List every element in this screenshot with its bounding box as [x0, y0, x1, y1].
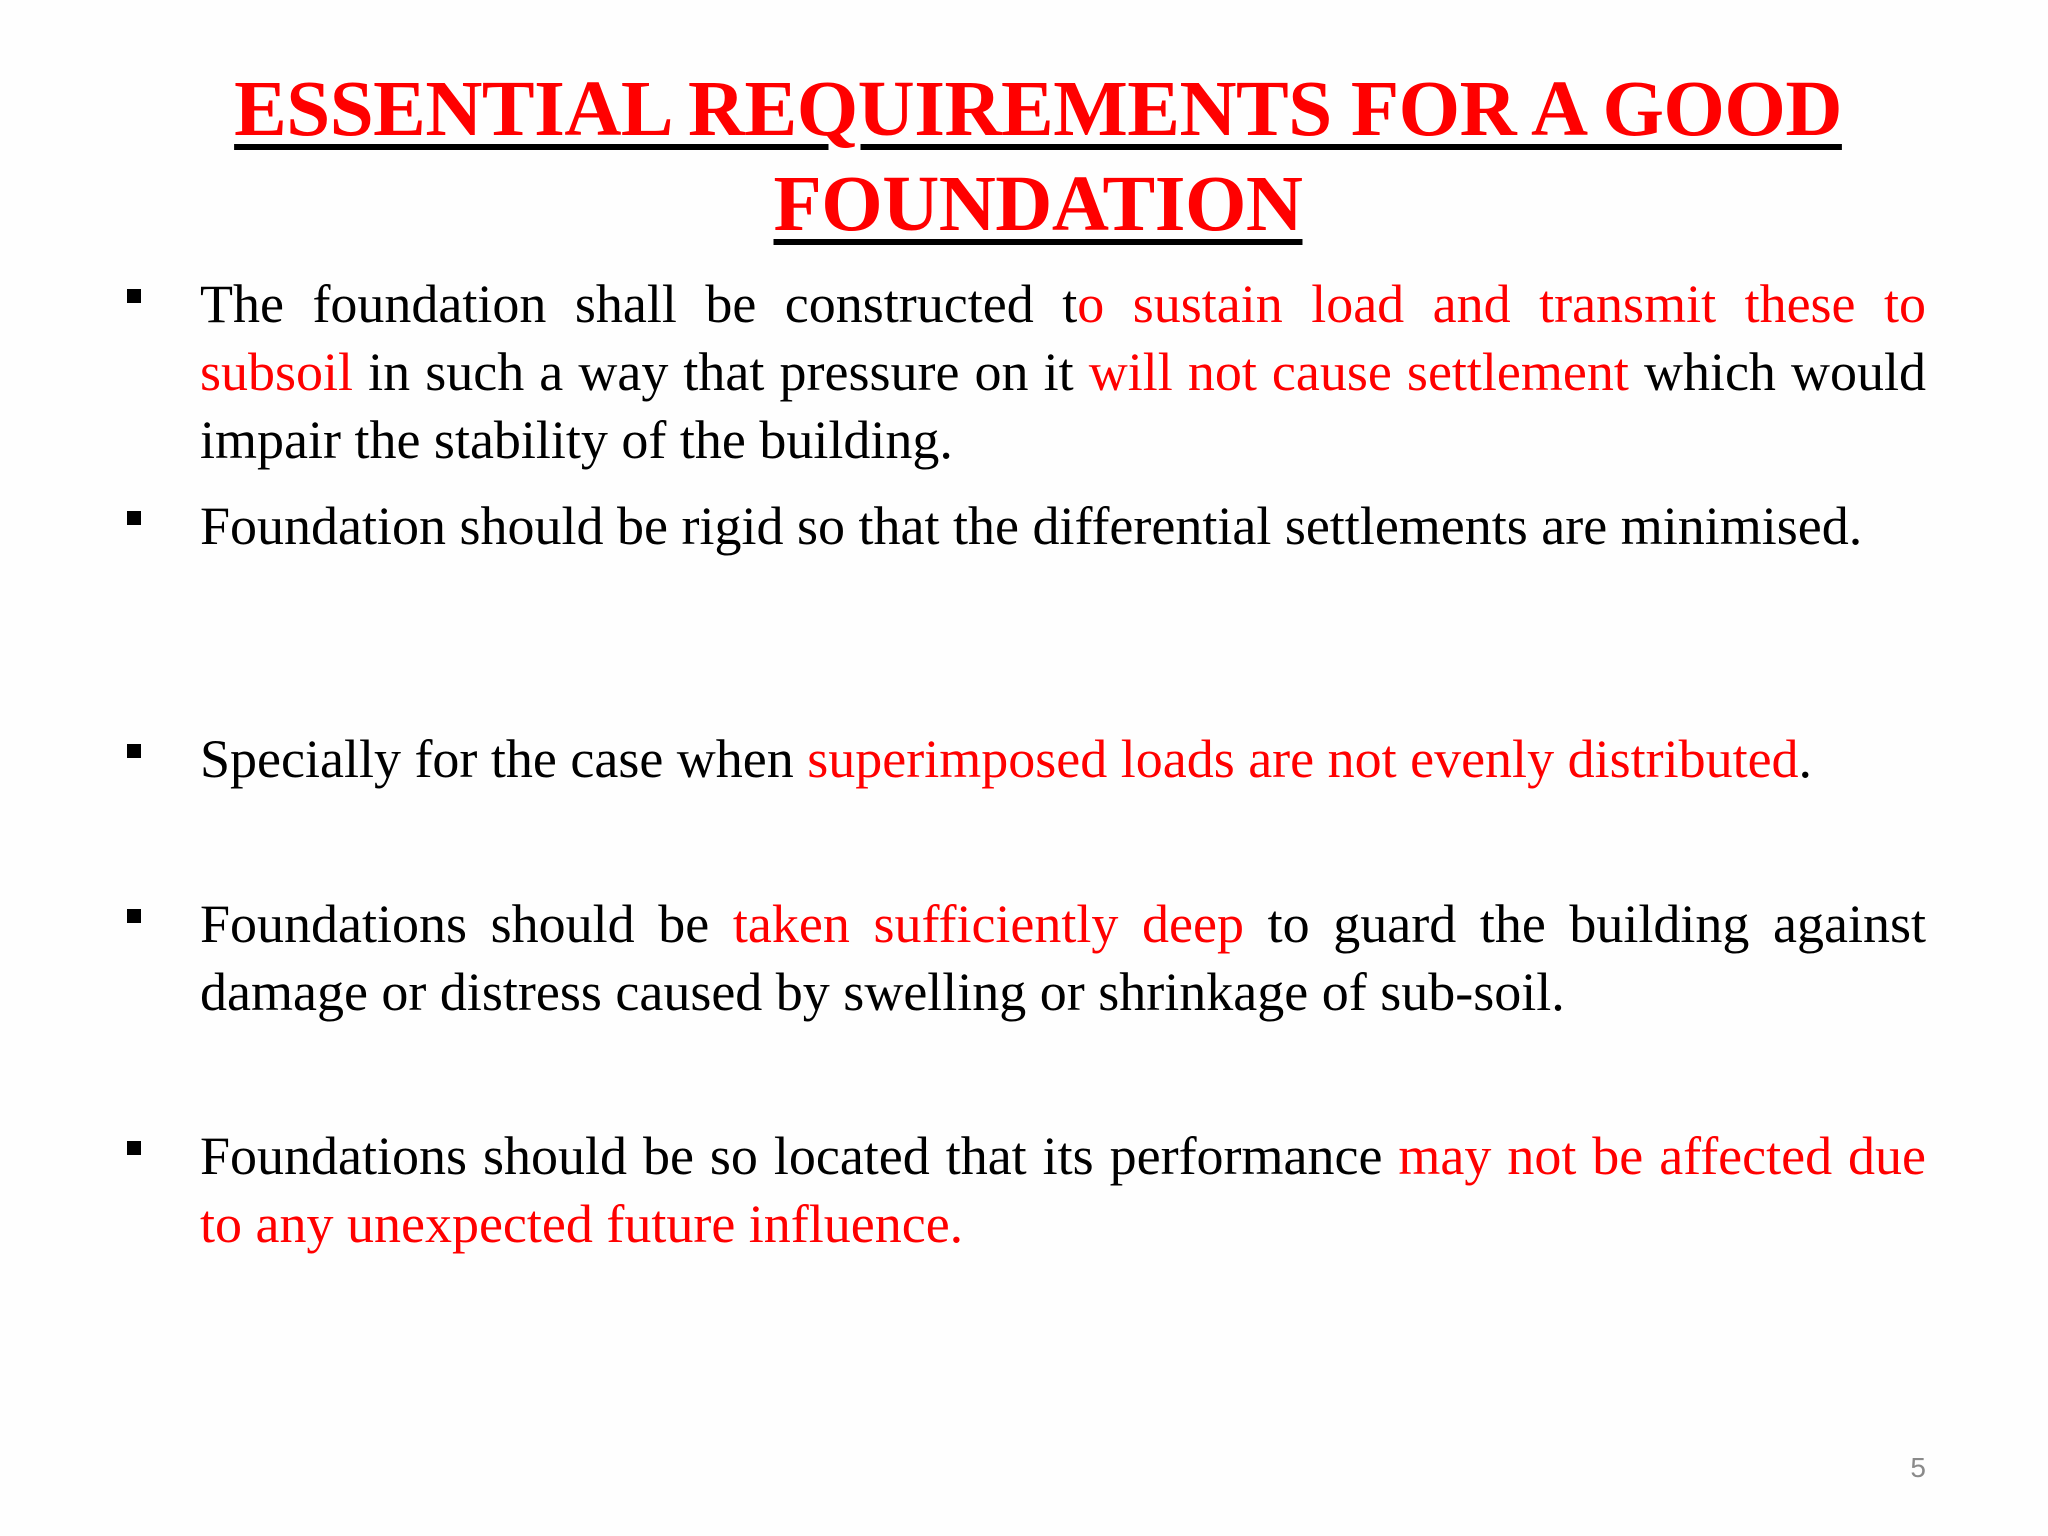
square-bullet-icon — [127, 511, 141, 525]
bullet-4-text-1: Foundations should be — [200, 894, 733, 954]
bullet-text-4 — [200, 890, 1926, 1026]
square-bullet-icon — [127, 1141, 141, 1155]
bullet-1-text-1: The foundation shall be constructed t — [200, 274, 1078, 334]
square-bullet-icon — [127, 289, 141, 303]
bullet-2-text-1: Foundation should be rigid so that the differential settlements are minimised. — [200, 496, 1863, 556]
bullet-4-highlight-1: taken sufficiently deep — [732, 894, 1244, 954]
bullet-3-text-1: Specially for the case when — [200, 729, 808, 789]
bullet-5-highlight-1: may not be affected due to any unexpected future influence. — [200, 1126, 1927, 1254]
bullet-3-text-2: . — [1798, 729, 1813, 789]
bullet-3-highlight-1: superimposed loads are not evenly distributed — [807, 729, 1799, 789]
title-line-2: FOUNDATION — [773, 161, 1303, 248]
square-bullet-icon — [127, 909, 141, 923]
bullet-4-text-2: to guard the building against damage or distress caused by swelling or shrinkage of sub-soil. — [200, 894, 1927, 1022]
bullet-text-5 — [200, 1122, 1926, 1258]
bullet-text-2 — [200, 492, 1926, 560]
page-number: 5 — [1910, 1452, 1926, 1483]
square-bullet-icon — [127, 744, 141, 758]
bullet-text-3 — [200, 725, 1926, 793]
bullet-1-highlight-2: will not cause settlement — [1088, 342, 1629, 402]
bullet-1-text-3: which would impair the stability of the building. — [200, 342, 1927, 470]
bullet-1-highlight-1: o sustain load and transmit these to subsoil — [200, 274, 1927, 402]
bullet-text-1 — [200, 270, 1926, 474]
bullet-5-text-1: Foundations should be so located that its performance — [200, 1126, 1399, 1186]
bullet-1-text-2: in such a way that pressure on it — [353, 342, 1089, 402]
title-line-1: ESSENTIAL REQUIREMENTS FOR A GOOD — [234, 66, 1842, 153]
